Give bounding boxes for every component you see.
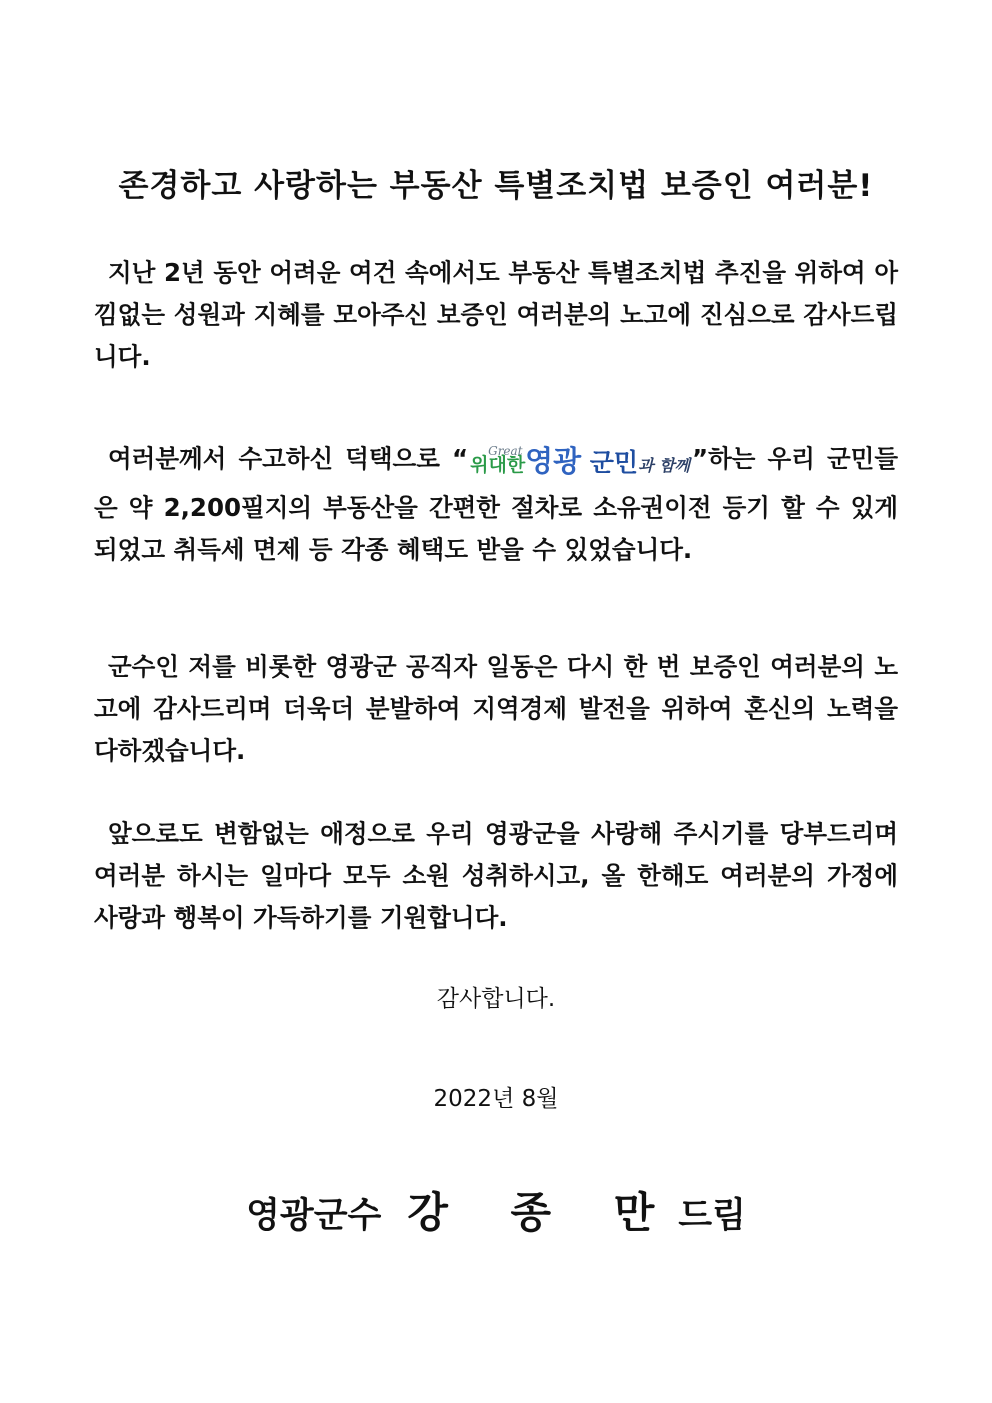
- paragraph-gratitude: [94, 252, 898, 378]
- paragraph-wishes: [94, 813, 898, 939]
- signature-line: [0, 1180, 992, 1240]
- slogan-part1: 위대한: [470, 454, 526, 476]
- slogan-part2: 영광: [525, 444, 582, 478]
- signature-suffix: 드림: [678, 1195, 746, 1236]
- paragraph-benefits: [94, 438, 898, 571]
- signer-name: 강 종 만: [407, 1188, 679, 1237]
- paragraph-text: 앞으로도 변함없는 애정으로 우리 영광군을 사랑해 주시기를 당부드리며 여러분 하시는 일마다 모두 소원 성취하시고, 올 한해도 여러분의 가정에 사랑과 행복이 가득하기를 기원합니다.: [94, 819, 898, 932]
- slogan-part3: 군민: [589, 448, 639, 477]
- thanks-line: 감사합니다.: [436, 986, 556, 1012]
- paragraph-commitment: [94, 646, 898, 772]
- county-slogan-logo: [470, 440, 690, 487]
- signer-title: 영광군수: [246, 1195, 382, 1236]
- slogan-great: Great: [488, 444, 523, 458]
- paragraph-text: 지난 2년 동안 어려운 여건 속에서도 부동산 특별조치법 추진을 위하여 아낌없는 성원과 지혜를 모아주신 보증인 여러분의 노고에 진심으로 감사드립니다.: [94, 258, 898, 371]
- paragraph-text: ”하는 우리 군민들은 약 2,200필지의 부동산을 간편한 절차로 소유권이전 등기 할 수 있게 되었고 취득세 면제 등 각종 혜택도 받을 수 있었습니다.: [94, 444, 898, 564]
- slogan-part4: 과 함께: [638, 456, 690, 475]
- letter-date: 2022년 8월: [433, 1086, 559, 1112]
- letter-title: 존경하고 사랑하는 부동산 특별조치법 보증인 여러분!: [118, 168, 874, 204]
- paragraph-text: 여러분께서 수고하신 덕택으로 “: [108, 444, 469, 473]
- paragraph-text: 군수인 저를 비롯한 영광군 공직자 일동은 다시 한 번 보증인 여러분의 노고에 감사드리며 더욱더 분발하여 지역경제 발전을 위하여 혼신의 노력을 다하겠습니다.: [94, 652, 898, 765]
